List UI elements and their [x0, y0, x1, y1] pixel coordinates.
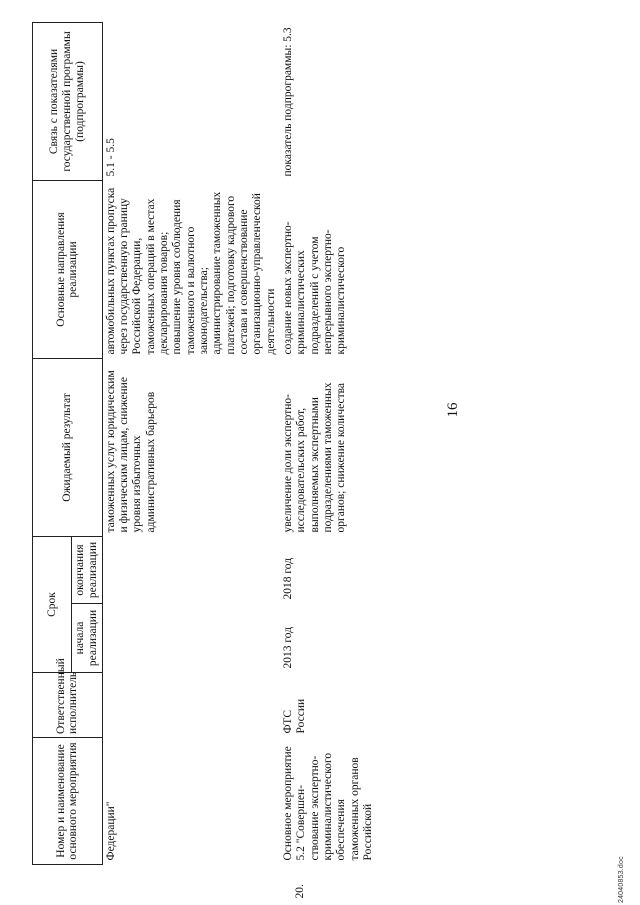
- cell-end: [102, 536, 280, 603]
- row-number: 20.: [294, 884, 307, 899]
- cell-activity: [280, 738, 377, 899]
- header-indicators: Связь с показателями государственной программы (подпрограммы): [33, 22, 103, 180]
- cell-activity-text: Основное мероприятие 5.2 "Совершен-ствование экспертно-криминалистического обеспечения таможенных органов Российской: [282, 746, 374, 861]
- header-start: начала реализации: [72, 604, 103, 673]
- header-directions: Основные направления реализации: [33, 180, 103, 358]
- cell-executor: ФТС России: [282, 698, 308, 734]
- cell-start: 2013 год: [282, 626, 295, 669]
- cell-executor: [102, 673, 280, 738]
- header-row-1: [33, 22, 72, 864]
- header-expected-result: Ожидаемый результат: [33, 358, 103, 536]
- cell-indicators: 5.1 - 5.5: [104, 138, 117, 177]
- activities-table: [32, 22, 377, 899]
- cell-expected-result: таможенных услуг юридическим и физическим лицам, снижение уровня избыточных административных барьеров: [104, 370, 157, 533]
- cell-activity: Федерации": [104, 801, 117, 861]
- header-executor: Ответственный исполнитель: [33, 673, 103, 738]
- cell-directions: автомобильных пунктах пропуска через государственную границу Российской Федерации, таможенных операций в местах декларирования товаров; повышение уровня соблюдения таможенного и валютного законодательства; администрирование таможенных платежей; подготовку кадрового состава и совершенствование организационно-управленческой деятельности: [104, 187, 277, 355]
- document-footer: 24040853.doc: [618, 856, 625, 903]
- cell-indicators: показатель подпрограммы: 5.3: [282, 27, 295, 177]
- page-number: 16: [445, 402, 461, 418]
- cell-end: 2018 год: [282, 557, 295, 600]
- cell-start: [102, 604, 280, 673]
- table-row: [102, 22, 280, 864]
- header-end: окончания реализации: [72, 536, 103, 603]
- header-activity: Номер и наименование основного мероприятия: [33, 738, 103, 865]
- table-row: [280, 22, 377, 864]
- cell-directions: создание новых экспертно-криминалистических подразделений с учетом непрерывного экспертно-криминалистического: [282, 221, 348, 355]
- cell-expected-result: увеличение доли экспертно-исследовательских работ, выполняемых экспертными подразделениями таможенных органов; снижение количества: [282, 382, 348, 533]
- header-term: Срок: [33, 536, 72, 672]
